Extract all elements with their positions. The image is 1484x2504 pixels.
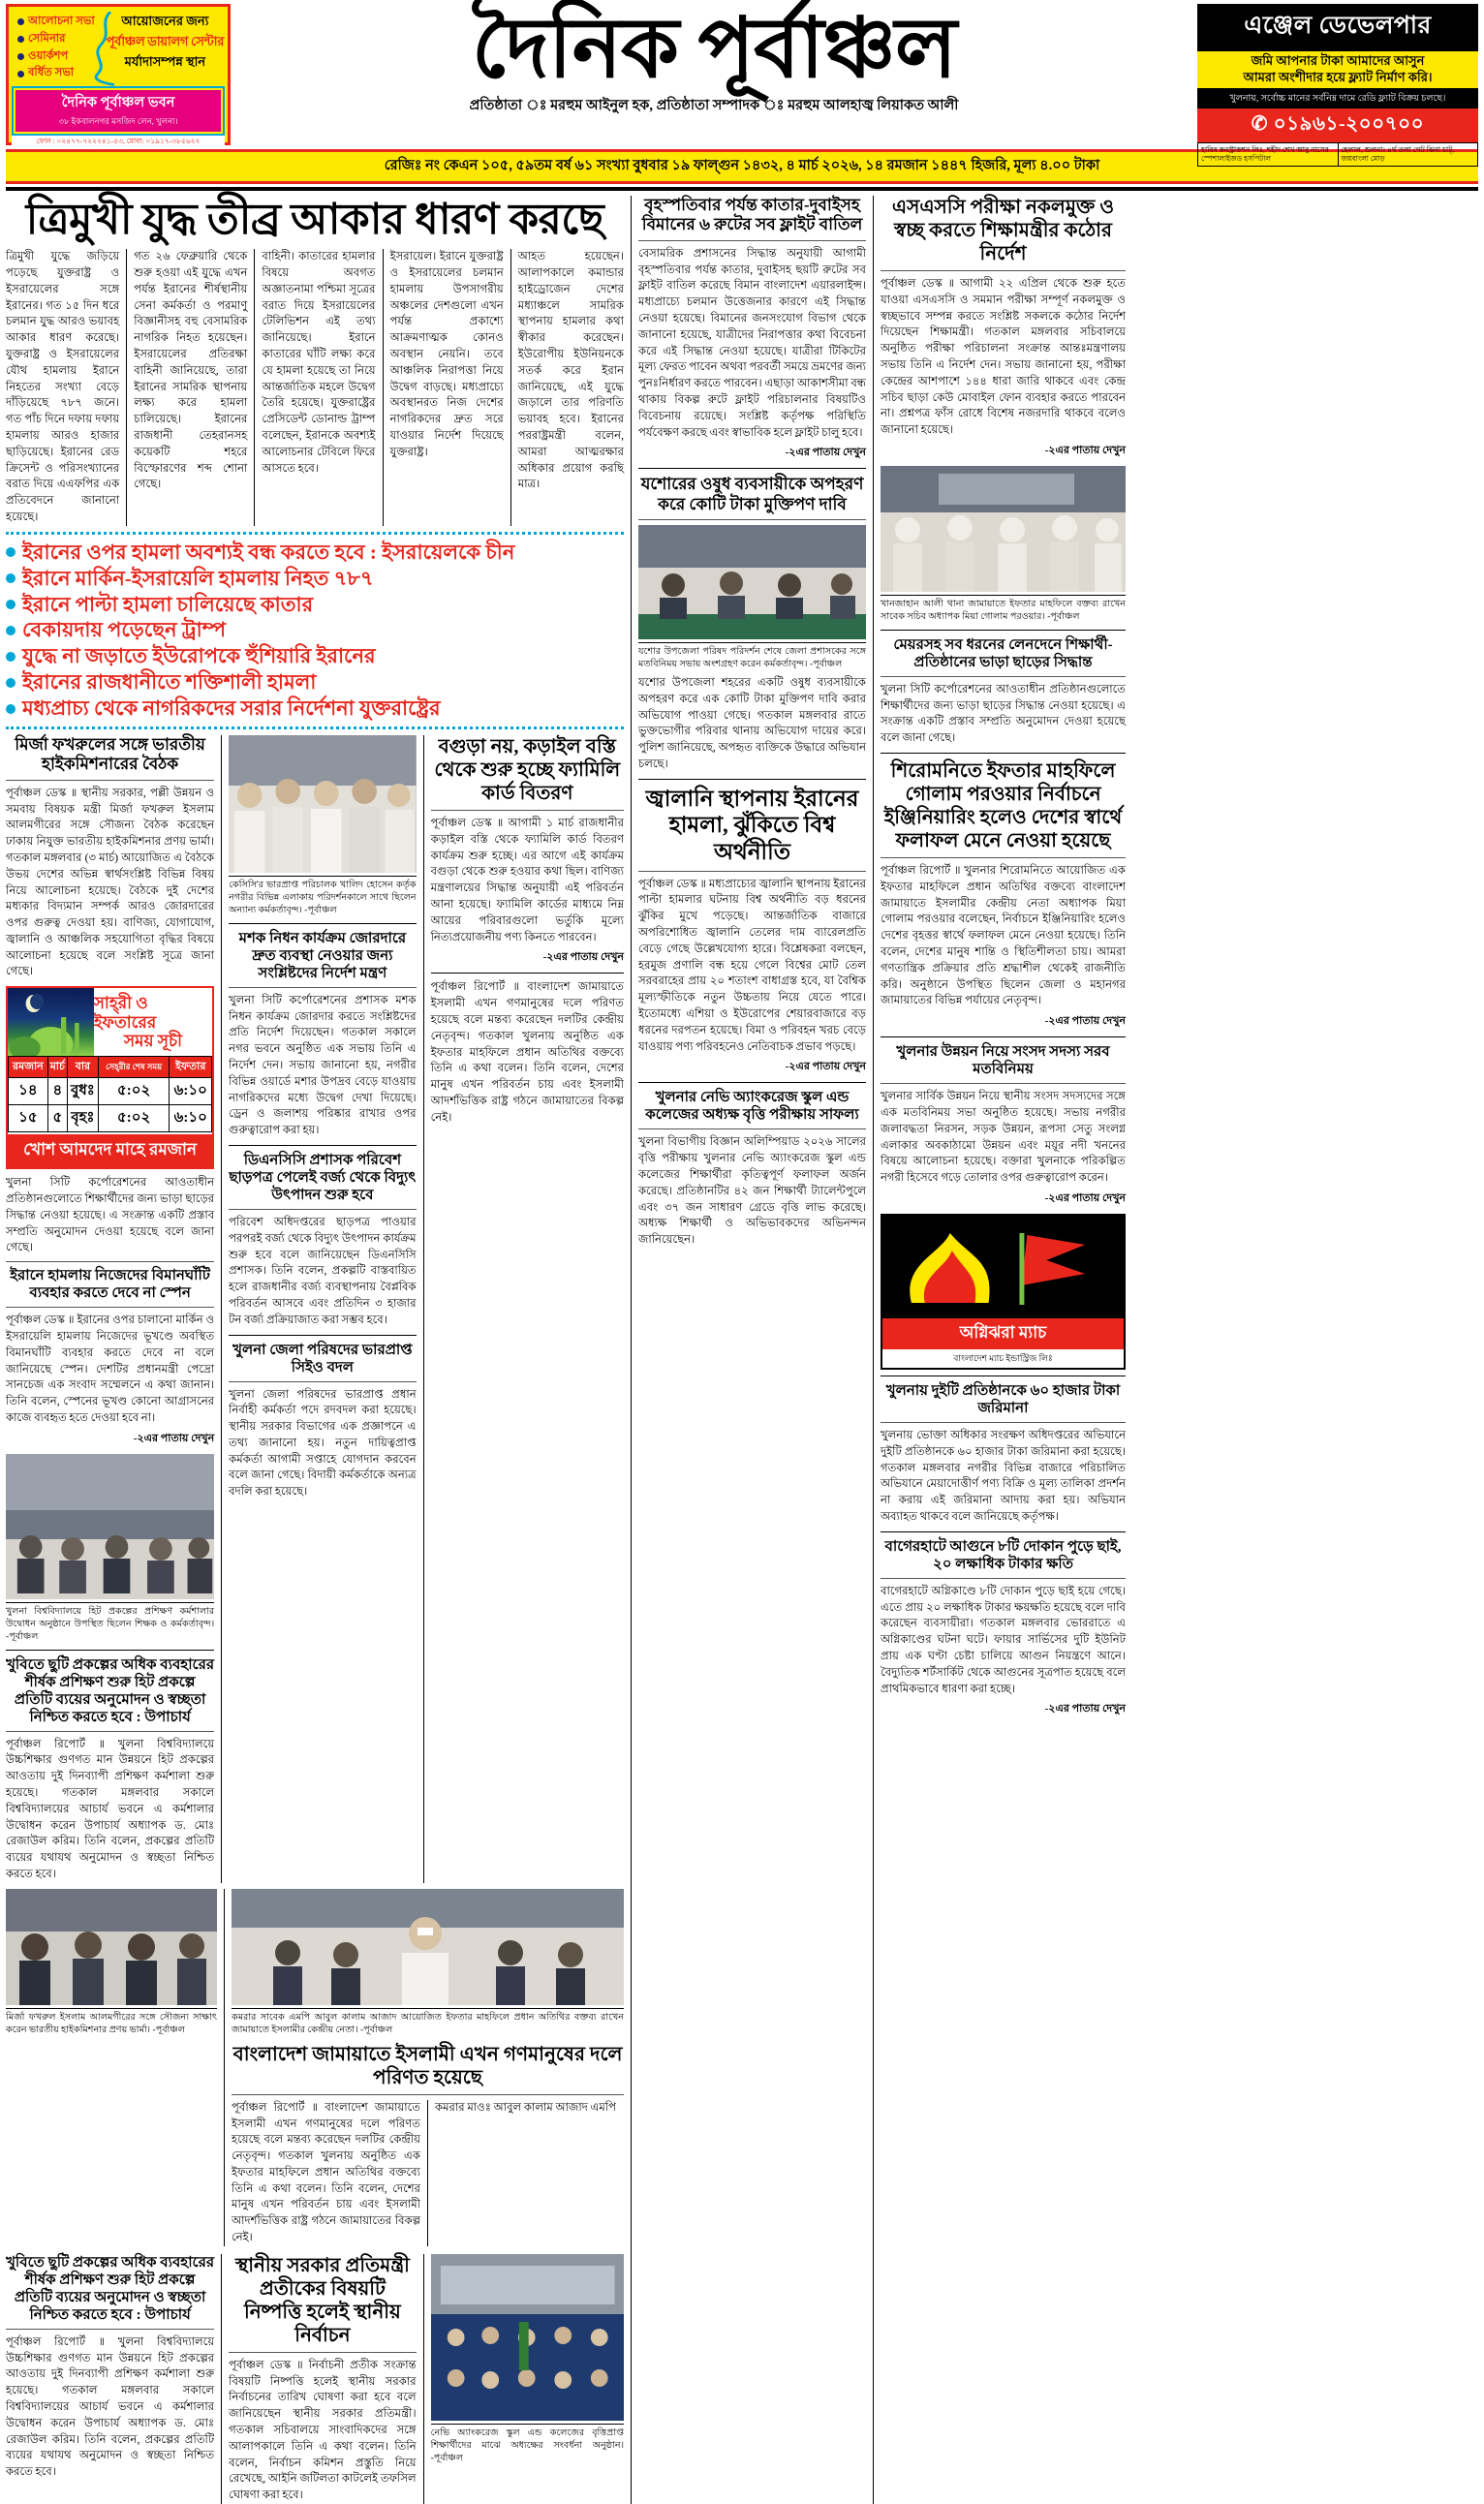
column-divider [423, 2254, 424, 2504]
iftar-body: পূর্বাঞ্চল রিপোর্ট ॥ খুলনার শিরোমনিতে আয়োজিত এক ইফতার মাহফিলে প্রধান অতিথির বক্তব্যে বাংলাদেশ জামায়াতে ইসলামীর কেন্দ্রীয় নেতা অধ্যাপক মিয়া গোলাম পরওয়ার বলেছেন, নির্বাচনে ইঞ্জিনিয়ারিং হলেও দেশের বৃহত্তর স্বার্থে ফলাফল মেনে নেওয়া হয়েছে। তিনি বলেন, দেশের মানুষ শান্তি ও স্থিতিশীলতা চায়। আমরা গণতান্ত্রিক প্রক্রিয়ার প্রতি শ্রদ্ধাশীল থেকেই রাজনীতি করি। অনুষ্ঠানে উপস্থিত ছিলেন জেলা ও মহানগর জামায়াতের বিভিন্ন পর্যায়ের নেতৃবৃন্দ। [881, 864, 1126, 1007]
cell: ৪ [47, 1078, 67, 1105]
continued-note: -২এর পাতায় দেখুন [1044, 1015, 1126, 1028]
mirza-headline: মির্জা ফখরুলের সঙ্গে ভারতীয় হাইকমিশনারের বৈঠক [15, 734, 205, 774]
phone-icon: ✆ [1251, 112, 1269, 135]
bagerhat-headline: বাগেরহাটে আগুনে ৮টি দোকান পুড়ে ছাই, ২০ লক্ষাধিক টাকার ক্ষতি [884, 1538, 1122, 1572]
kz-parishad-headline: খুলনা জেলা পরিষদের ভারপ্রাপ্ত সিইও বদল [232, 1342, 413, 1376]
bullet-dot-icon [17, 18, 24, 25]
ad-right-footer [1197, 142, 1478, 167]
jamaat-headline: বাংলাদেশ জামায়াতে ইসলামী এখন গণমানুষের দলে পরিণত হয়েছে [232, 2043, 623, 2088]
bullet-dot-icon [6, 652, 15, 662]
masthead-subtitle: প্রতিষ্ঠাতা ঃ মরহুম আইনুল হক, প্রতিষ্ঠাতা সম্পাদক ঃ মরহুম আলহাজ্ব লিয়াকত আলী [469, 98, 959, 114]
lead-bullet-label: ইরানের রাজধানীতে শক্তিশালী হামলা [22, 670, 317, 695]
lead-bullet-5 [6, 669, 624, 696]
photo-caption: কেসিসি'র ভারপ্রাপ্ত পরিচালক খালিদ হোসেন কর্তৃক নগরীর বিভিন্ন এলাকায় পরিদর্শনকালে সাথে ছিলেন অন্যান্য কর্মকর্তাবৃন্দ। -পূর্বাঞ্চল [229, 876, 416, 917]
masthead-rule [6, 187, 1478, 191]
photo-meeting-hall [6, 1454, 214, 1599]
kn-academy-headline: খুলনার নেভি অ্যাংকরেজ স্কুল এন্ড কলেজের অধ্যক্ষ বৃত্তি পরীক্ষায় সাফল্য [645, 1090, 859, 1124]
rule [881, 1083, 1126, 1084]
column-a [6, 735, 214, 1883]
table-row [9, 1105, 212, 1132]
lead-region [6, 196, 624, 2504]
continued-note: -২এর পাতায় দেখুন [542, 951, 624, 964]
ad-bullet-0 [17, 14, 104, 31]
photo-caption: নেভি অ্যাংকরেজ স্কুল এন্ড কলেজের বৃত্তিপ্রাপ্ত শিক্ষার্থীদের মাঝে অধ্যক্ষের সংবর্ধনা অনুষ্ঠান। -পূর্বাঞ্চল [431, 2424, 624, 2465]
rule [881, 857, 1126, 858]
mosquito-headline: মশক নিধন কার্যক্রম জোরদারে দ্রুত ব্যবস্থা নেওয়ার জন্য সংশ্লিষ্টদের নির্দেশ মন্ত্রণ [238, 930, 407, 981]
lead-bullet-list [6, 532, 624, 729]
prayer-times-table [8, 1056, 212, 1132]
rule [881, 676, 1126, 677]
rule [638, 779, 866, 780]
bullet-dot-icon [6, 573, 15, 583]
photo-caption: মির্জা ফখরুল ইসলাম আলমগীরের সঙ্গে সৌজন্য সাক্ষাৎ করেন ভারতীয় হাইকমিশনার প্রণয় ভার্মা। -পূর্বাঞ্চল [6, 2008, 217, 2037]
prayer-col-day: বার [67, 1057, 98, 1078]
mosque-illustration [8, 988, 94, 1056]
photo-school-group [431, 2254, 624, 2421]
qatar-headline: বৃহস্পতিবার পর্যন্ত কাতার-দুবাইসহ বিমানের ৬ রুটের সব ফ্লাইট বাতিল [641, 196, 863, 234]
continued-note: -২এর পাতায় দেখুন [133, 1432, 215, 1444]
ad-right-tag2: আমরা অংশীদার হয়ে ফ্ল্যাট নির্মাণ করি। [1243, 69, 1433, 84]
column-divider [423, 735, 424, 1883]
column-c [431, 735, 624, 1883]
column-divider [510, 249, 511, 526]
cell: ৫:০২ [98, 1078, 169, 1105]
match-ad-art [882, 1216, 1124, 1316]
rule [881, 270, 1126, 271]
cell: ৫ [47, 1105, 67, 1132]
rule [881, 753, 1126, 754]
energy-body: পূর্বাঞ্চল ডেস্ক ॥ মধ্যপ্রাচ্যের জ্বালানি স্থাপনায় ইরানের পাল্টা হামলার ঘটনায় বিশ্ব অর্থনীতি বড় ধরনের ঝুঁকির মুখে পড়েছে। আন্তর্জাতিক বাজারে অপরিশোধিত জ্বালানি তেলের দাম ব্যারেলপ্রতি বেড়ে গেছে উল্লেখযোগ্য হারে। বিশ্লেষকরা বলছেন, হরমুজ প্রণালি বন্ধ হয়ে গেলে বিশ্বের মোট তেল সরবরাহের প্রায় ২০ শতাংশ বাধাগ্রস্ত হবে, যা বৈশ্বিক মূল্যস্ফীতিকে নতুন উচ্চতায় নিয়ে যেতে পারে। ইতোমধ্যে এশিয়া ও ইউরোপের শেয়ারবাজারে বড় ধরনের দরপতন হয়েছে। বিমা ও পরিবহন খরচ বেড়ে যাওয়ায় পণ্য পরিবহনেও নেতিবাচক প্রভাব পড়ছে। [638, 877, 866, 1053]
lead-bullet-2 [6, 592, 624, 618]
ad-left-address: ৩৮ ইকবালনগর মসজিদ লেন, খুলনা। [15, 115, 221, 130]
bullet-dot-icon [6, 600, 15, 609]
cell: বৃহঃ [67, 1105, 98, 1132]
lead-col-5: আহত হয়েছেন। আলাপকালে কমান্ডার হাইড্রোজেন দেশের মধ্যাঞ্চলে সামরিক স্থাপনায় হামলার কথা স্বীকার করেছেন। ইউরোপীয় ইউনিয়নকে সতর্ক করে ইরান জানিয়েছে, এই যুদ্ধে জড়ালে তার পরিণতি ভয়াবহ হবে। ইরানের পররাষ্ট্রমন্ত্রী বলেন, আমরা আত্মরক্ষার অধিকার প্রয়োগ করছি মাত্র। [517, 250, 624, 491]
rule [229, 1209, 416, 1210]
lead-col-2: গত ২৬ ফেব্রুয়ারি থেকে শুরু হওয়া এই যুদ্ধে এখন পর্যন্ত ইরানের শীর্ষস্থানীয় সেনা কর্মকর্তা ও পরমাণু বিজ্ঞানীসহ বহু বেসামরিক নাগরিক নিহত হয়েছেন। ইসরায়েলের প্রতিরক্ষা বাহিনী জানিয়েছে, তারা ইরানের সামরিক স্থাপনায় লক্ষ্য করে হামলা চালিয়েছে। ইরানের রাজধানী তেহরানসহ কয়েকটি শহরে বিস্ফোরণের শব্দ শোনা গেছে। [134, 250, 248, 491]
rule [638, 1082, 866, 1083]
table-row [9, 1078, 212, 1105]
dateline-text: রেজিঃ নং কেএন ১০৫, ৫৯তম বর্ষ ৬১ সংখ্যা বুধবার ১৯ ফাল্গুন ১৪৩২, ৪ মার্চ ২০২৬, ১৪ রমজান ১৪৪৭ হিজরি, মূল্য ৪.০০ টাকা [6, 149, 1478, 184]
rule [6, 2329, 214, 2330]
rule [229, 1335, 416, 1336]
rule [6, 1731, 214, 1732]
ad-right-phone-row[interactable] [1197, 108, 1478, 142]
khubi-body-bottom: পূর্বাঞ্চল রিপোর্ট ॥ খুলনা বিশ্ববিদ্যালয়ে উচ্চশিক্ষার গুণগত মান উন্নয়নে হিট প্রকল্পের আওতায় দুই দিনব্যাপী প্রশিক্ষণ কর্মশালা শুরু হয়েছে। গতকাল মঙ্গলবার সকালে বিশ্ববিদ্যালয়ের আচার্য ভবনে এ কর্মশালার উদ্বোধন করেন উপাচার্য অধ্যাপক ড. মোঃ রেজাউল করিম। তিনি বলেন, প্রকল্পের প্রতিটি ব্যয়ের যথাযথ অনুমোদন ও স্বচ্ছতা নিশ্চিত করতে হবে। [6, 2334, 215, 2479]
ssc-headline: এসএসসি পরীক্ষা নকলমুক্ত ও স্বচ্ছ করতে শিক্ষামন্ত্রীর কঠোর নির্দেশ [891, 197, 1115, 264]
bogura-headline: বগুড়া নয়, কড়াইল বস্তি থেকে শুরু হচ্ছে ফ্যামিলি কার্ড বিতরণ [434, 735, 621, 804]
ad-bullet-2 [17, 48, 104, 66]
lead-bullet-0 [6, 540, 624, 566]
photo-caption: কমরার সাবেক এমপি আবুল কালাম আজাদ আয়োজিত ইফতার মাহফিলে প্রধান অতিথির বক্তব্য রাখেন জামায়াতে ইসলামীর কেন্দ্রীয় নেতা। -পূর্বাঞ্চল [232, 2008, 624, 2037]
ad-left-building-band [12, 86, 225, 136]
rule [881, 1578, 1126, 1579]
khulna-two-body: খুলনায় ভোক্তা অধিকার সংরক্ষণ অধিদপ্তরের অভিযানে দুইটি প্রতিষ্ঠানকে ৬০ হাজার টাকা জরিমানা করা হয়েছে। গতকাল মঙ্গলবার নগরীর বিভিন্ন বাজারে পরিচালিত অভিযানে মেয়াদোত্তীর্ণ পণ্য বিক্রি ও মূল্য তালিকা প্রদর্শন না করায় এই জরিমানা আদায় করা হয়। অভিযান অব্যাহত থাকবে বলে জানিয়েছে কর্তৃপক্ষ। [881, 1428, 1126, 1523]
photo-caption: খানজাহান আলী থানা জামায়াতে ইফতার মাহফিলে বক্তব্য রাখেন সাবেক সচিব অধ্যাপক মিয়া গোলাম পরওয়ার। -পূর্বাঞ্চল [881, 595, 1126, 624]
lead-col-1: ত্রিমুখী যুদ্ধে জড়িয়ে পড়েছে যুক্তরাষ্ট্র ও ইসরায়েলের সঙ্গে ইরানের। গত ১৫ দিন ধরে চলমান যুদ্ধ আরও ভয়াবহ আকার ধারণ করেছে। যুক্তরাষ্ট্র ও ইসরায়েলের যৌথ হামলায় ইরানে নিহতের সংখ্যা বেড়ে দাঁড়িয়েছে ৭৮৭ জনে। গত পাঁচ দিনে দফায় দফায় হামলায় আরও হাজার ছাড়িয়েছে। ইরানের রেড ক্রিসেন্ট ও পরিসংখ্যানের বরাত দিয়ে এএফপির এক প্রতিবেদনে জানানো হয়েছে। [6, 250, 120, 524]
lead-bullet-6 [6, 696, 624, 722]
kcc-waste-body: পরিবেশ অধিদপ্তরের ছাড়পত্র পাওয়ার পরপরই বর্জ্য থেকে বিদ্যুৎ উৎপাদন কার্যক্রম শুরু হবে বলে জানিয়েছেন ডিএনসিসি প্রশাসক। তিনি বলেন, প্রকল্পটি বাস্তবায়িত হলে রাজধানীর বর্জ্য ব্যবস্থাপনায় বৈপ্লবিক পরিবর্তন আসবে এবং প্রতিদিন ৩ হাজার টন বর্জ্য প্রক্রিয়াজাত করা সম্ভব হবে। [229, 1215, 417, 1326]
lead-col-3: বাহিনী। কাতারের হামলার বিষয়ে অবগত অজ্ঞাতনামা পশ্চিমা সূত্রের বরাত দিয়ে ইসরায়েলের টেলিভিশন এই তথ্য জানিয়েছে। ইরানে কাতারের ঘাঁটি লক্ষ্য করে যে হামলা হয়েছে তা নিয়ে আন্তর্জাতিক মহলে উদ্বেগ তৈরি হয়েছে। যুক্তরাষ্ট্রের প্রেসিডেন্ট ডোনাল্ড ট্রাম্প বলেছেন, ইরানকে অবশ্যই আলোচনার টেবিলে ফিরে আসতে হবে। [262, 250, 376, 475]
ad-right-foot-right: হেলাল, শুলনা। ৪র্থ তলা গেট ঝিনা চাট্, জয়বাংলা মোড় [1341, 144, 1455, 164]
lead-bullet-label: যুদ্ধে না জড়াতে ইউরোপকে হুঁশিয়ারি ইরানের [22, 644, 376, 668]
ad-bullet-label: ওয়ার্কশপ [28, 49, 69, 62]
rule [229, 1381, 416, 1382]
ad-bullet-1 [17, 31, 104, 48]
iftar-headline: শিরোমনিতে ইফতার মাহফিলে গোলাম পরওয়ার নির্বাচনে ইঞ্জিনিয়ারিং হলেও দেশের স্বার্থে ফলাফল মেনে নেওয়া হয়েছে [883, 760, 1123, 852]
column-divider [873, 196, 874, 2504]
khubi-headline-bottom: খুবিতে ছুটি প্রকল্পের অধিক ব্যবহারের শীর্ষক প্রশিক্ষণ শুরু হিট প্রকল্পে প্রতিটি ব্যয়ের অনুমোদন ও স্বচ্ছতা নিশ্চিত করতে হবে : উপাচার্য [6, 2254, 215, 2323]
bullet-dot-icon [17, 71, 24, 77]
table-header-row [9, 1057, 212, 1078]
match-ad-label: অগ্নিঝরা ম্যাচ [882, 1316, 1124, 1349]
photo-caption: খুলনা বিশ্ববিদ্যালয়ে হিট প্রকল্পের প্রশিক্ষণ কর্মশালার উদ্বোধন অনুষ্ঠানে উপস্থিত ছিলেন শিক্ষক ও কর্মকর্তাবৃন্দ। -পূর্বাঞ্চল [6, 1602, 214, 1644]
cell: ১৪ [9, 1078, 48, 1105]
column-divider [126, 249, 127, 526]
ad-dialogue-center[interactable] [6, 4, 231, 145]
ad-bullet-label: বর্ধিত সভা [28, 67, 75, 79]
lead-bullet-label: ইরানে পাল্টা হামলা চালিয়েছে কাতার [22, 592, 314, 616]
parliament-body: খুলনার সার্বিক উন্নয়ন নিয়ে স্থানীয় সংসদ সদস্যদের সঙ্গে এক মতবিনিময় সভা অনুষ্ঠিত হয়েছে। সভায় নগরীর জলাবদ্ধতা নিরসন, সড়ক উন্নয়ন, রূপসা সেতু সংলগ্ন এলাকার অবকাঠামো উন্নয়ন এবং ময়ূর নদী খননের বিষয়ে আলোচনা হয়েছে। বক্তারা খুলনাকে পরিকল্পিত নগরী হিসেবে গড়ে তোলার ওপর গুরুত্বারোপ করেন। [881, 1090, 1126, 1185]
rule [232, 2094, 624, 2095]
photo-caption: যশোর উপজেলা পরিষদ পরিদর্শন শেষে জেলা প্রশাসকের সঙ্গে মতবিনিময় সভায় অংশগ্রহণ করেন কর্মকর্তাবৃন্দ। -পূর্বাঞ্চল [638, 642, 866, 671]
bullet-dot-icon [6, 704, 15, 714]
column-5 [638, 196, 866, 2504]
photo-speaker-podium [232, 1889, 624, 2005]
rule [229, 987, 416, 988]
continued-note: -২এর পাতায় দেখুন [785, 447, 866, 459]
photo-audience [6, 1889, 217, 2005]
match-ad-footer: বাংলাদেশ ম্যাচ ইন্ডাস্ট্রিজ লিঃ [953, 1352, 1053, 1363]
column-b [229, 735, 416, 1883]
qatar-body: বেসামরিক প্রশাসনের সিদ্ধান্ত অনুযায়ী আগামী বৃহস্পতিবার পর্যন্ত কাতার, দুবাইসহ ছয়টি রুটের সব ফ্লাইট বাতিল করেছে বিমান বাংলাদেশ এয়ারলাইন্স। মধ্যপ্রাচ্যে চলমান উত্তেজনার কারণে এই সিদ্ধান্ত নেওয়া হয়েছে। বিমানের জনসংযোগ বিভাগ থেকে জানানো হয়েছে, যাত্রীদের নিরাপত্তার কথা বিবেচনা করে এই সিদ্ধান্ত নেওয়া হয়েছে। যাত্রীরা টিকিটের মূল্য ফেরত পাবেন অথবা পরবর্তী সময়ে ভ্রমণের জন্য পুনঃনির্ধারণ করতে পারবেন। এছাড়া আকাশসীমা বন্ধ থাকায় বিকল্প রুটে ফ্লাইট পরিচালনার বিষয়টিও বিবেচনায় রয়েছে। সংশ্লিষ্ট কর্তৃপক্ষ পরিস্থিতি পর্যবেক্ষণ করছে এবং স্বাভাবিক হলে ফ্লাইট চালু হবে। [638, 246, 866, 439]
cell: বুধঃ [67, 1078, 98, 1105]
lead-bullet-3 [6, 617, 624, 643]
ssc-body: পূর্বাঞ্চল ডেস্ক ॥ আগামী ২২ এপ্রিল থেকে শুরু হতে যাওয়া এসএসসি ও সমমান পরীক্ষা সম্পূর্ণ নকলমুক্ত ও স্বচ্ছভাবে সম্পন্ন করতে সংশ্লিষ্ট সকলকে কঠোর নির্দেশ দিয়েছেন শিক্ষামন্ত্রী। গতকাল মঙ্গলবার সচিবালয়ে অনুষ্ঠিত পরীক্ষা পরিচালনা সংক্রান্ত আন্তঃমন্ত্রণালয় সভায় তিনি এ নির্দেশ দেন। সভায় জানানো হয়, পরীক্ষা কেন্দ্রের আশপাশে ১৪৪ ধারা জারি থাকবে এবং কেন্দ্র সচিব ছাড়া কেউ মোবাইল ফোন ব্যবহার করতে পারবেন না। প্রশ্নপত্র ফাঁস রোধে বিশেষ নজরদারি থাকবে বলেও জানানো হয়েছে। [881, 277, 1126, 437]
ad-bullet-label: সেমিনার [28, 32, 66, 45]
ad-left-line2: পূর্বাঞ্চল ডায়ালগ সেন্টার [106, 34, 225, 48]
jamaat-body-top: পূর্বাঞ্চল রিপোর্ট ॥ বাংলাদেশ জামায়াতে ইসলামী এখন গণমানুষের দলে পরিণত হয়েছে বলে মন্তব্য করেছেন দলটির কেন্দ্রীয় নেতৃবৃন্দ। গতকাল খুলনায় অনুষ্ঠিত এক ইফতার মাহফিলে প্রধান অতিথির বক্তব্যে তিনি এ কথা বলেন। তিনি বলেন, দেশের মানুষ এখন পরিবর্তন চায় এবং ইসলামী আদর্শভিত্তিক রাষ্ট্র গঠনে জামায়াতের বিকল্প নেই। [430, 980, 624, 1124]
ramadan-greeting-banner: খোশ আমদেদ মাহে রমজান [8, 1134, 212, 1167]
prayer-col-sehri: সেহ্‌রীর শেষ সময় [98, 1057, 169, 1078]
prayer-col-march: মার্চ [47, 1057, 67, 1078]
column-divider [221, 735, 222, 1883]
ad-right-foot-left: হাবিব কনস্ট্রাকশন লিঃ, শহীদ শেখ আবু নাসের স্পেশালাইজড হসপিটাল [1198, 143, 1339, 166]
ad-left-text [106, 10, 225, 84]
khulna-two-headline: খুলনায় দুইটি প্রতিষ্ঠানকে ৬০ হাজার টাকা জরিমানা [885, 1382, 1121, 1416]
rule [881, 1422, 1126, 1423]
ad-bullet-label: আলোচনা সভা [28, 15, 95, 27]
column-divider [221, 2254, 222, 2504]
column-divider [427, 2100, 428, 2246]
bullet-dot-icon [17, 36, 24, 43]
rule [229, 2352, 416, 2353]
khulna-heat-headline: খুবিতে ছুটি প্রকল্পের অধিক ব্যবহারের শীর্ষক প্রশিক্ষণ শুরু হিট প্রকল্পে প্রতিটি ব্যয়ের অনুমোদন ও স্বচ্ছতা নিশ্চিত করতে হবে : উপাচার্য [6, 1656, 215, 1725]
rule [6, 1261, 214, 1262]
lead-col-4: ইসরায়েল। ইরানে যুক্তরাষ্ট্র ও ইসরায়েলের চলমান হামলায় উপসাগরীয় অঞ্চলের দেশগুলো এখন পর্যন্ত প্রকাশ্যে আক্রমণাত্মক কোনও অবস্থান নেয়নি। তবে আঞ্চলিক নিরাপত্তা নিয়ে উদ্বেগ বাড়ছে। মধ্যপ্রাচ্যে অবস্থানরত নিজ দেশের নাগরিকদের দ্রুত সরে যাওয়ার নির্দেশ দিয়েছে যুক্তরাষ্ট্র। [389, 250, 504, 458]
kz-parishad-body: খুলনা জেলা পরিষদের ভারপ্রাপ্ত প্রধান নির্বাহী কর্মকর্তা পদে রদবদল করা হয়েছে। স্থানীয় সরকার বিভাগের এক প্রজ্ঞাপনে এ তথ্য জানানো হয়। নতুন দায়িত্বপ্রাপ্ত কর্মকর্তা আগামী সপ্তাহে যোগদান করবেন বলে জানা গেছে। বিদায়ী কর্মকর্তাকে অন্যত্র বদলি করা হয়েছে। [229, 1387, 417, 1499]
cell: ১৫ [9, 1105, 48, 1132]
ad-agnijhora-match[interactable] [881, 1214, 1126, 1370]
ad-bullet-3 [17, 65, 104, 82]
lead-bullet-4 [6, 643, 624, 669]
bogura-body: পূর্বাঞ্চল ডেস্ক ॥ আগামী ১ মার্চ রাজধানীর কড়াইল বস্তি থেকে ফ্যামিলি কার্ড বিতরণ কার্যক্রম শুরু হচ্ছে। এর আগে এই কার্যক্রম বগুড়া থেকে শুরু হওয়ার কথা ছিল। বাণিজ্য মন্ত্রণালয়ের সিদ্ধান্ত অনুযায়ী এই পরিবর্তন আনা হয়েছে। ফ্যামিলি কার্ডের মাধ্যমে নিম্ন আয়ের পরিবারগুলো ভর্তুকি মূল্যে নিত্যপ্রয়োজনীয় পণ্য কিনতে পারবেন। [430, 816, 624, 943]
jamaat-region [6, 1889, 624, 2246]
lead-bullet-1 [6, 566, 624, 592]
prayer-title [94, 988, 212, 1056]
column-a2 [6, 1889, 217, 2246]
rule [638, 871, 866, 872]
rule [6, 1650, 214, 1651]
prayer-title-line1: সাহ্‌রী ও ইফতারের [93, 993, 157, 1032]
nameplate [231, 4, 1197, 145]
mosquito-body: খুলনা সিটি কর্পোরেশনের প্রশাসক মশক নিধন কার্যক্রম জোরদার করতে সংশ্লিষ্টদের প্রতি নির্দেশ দিয়েছেন। গতকাল সকালে নগর ভবনে অনুষ্ঠিত এক সভায় তিনি এ নির্দেশ দেন। সভায় জানানো হয়, নগরীর বিভিন্ন ওয়ার্ডে মশার উপদ্রব বেড়ে যাওয়ায় নাগরিকদের মধ্যে উদ্বেগ দেখা দিয়েছে। ড্রেন ও জলাশয় পরিষ্কার রাখার ওপর গুরুত্বারোপ করা হয়। [229, 993, 417, 1137]
kcc-waste-headline: ডিএনসিসি প্রশাসক পরিবেশ ছাড়পত্র পেলেই বর্জ্য থেকে বিদ্যুৎ উৎপাদন শুরু হবে [229, 1152, 417, 1203]
column-b3 [229, 2254, 416, 2504]
cell: ৬:১০ [170, 1105, 212, 1132]
continued-note: -২এর পাতায় দেখুন [1044, 444, 1126, 456]
ribbon-squiggle-icon [93, 12, 114, 86]
bullet-dot-icon [6, 547, 15, 557]
qamrul-caption: কমরার মাওঃ আবুল কালাম আজাদ এমপি [435, 2100, 616, 2114]
continued-note: -২এর পাতায় দেখুন [1044, 1191, 1126, 1204]
jamaat-body-1: পূর্বাঞ্চল রিপোর্ট ॥ বাংলাদেশ জামায়াতে ইসলামী এখন গণমানুষের দলে পরিণত হয়েছে বলে মন্তব্য করেছেন দলটির কেন্দ্রীয় নেতৃবৃন্দ। গতকাল খুলনায় অনুষ্ঠিত এক ইফতার মাহফিলে প্রধান অতিথির বক্তব্যে তিনি এ কথা বলেন। তিনি বলেন, দেশের মানুষ এখন পরিবর্তন চায় এবং ইসলামী আদর্শভিত্তিক রাষ্ট্র গঠনে জামায়াতের বিকল্প নেই। [232, 2100, 420, 2244]
local-govt-headline: স্থানীয় সরকার প্রতিমন্ত্রী প্রতীকের বিষয়টি নিষ্পত্তি হলেই স্থানীয় নির্বাচন [234, 2254, 410, 2346]
page-body [6, 196, 1478, 2504]
continued-note: -২এর পাতায় দেখুন [785, 1061, 866, 1073]
prayer-col-iftar: ইফতার [170, 1057, 212, 1078]
lead-lower-columns [6, 735, 624, 1883]
bottom-left-region [6, 2254, 624, 2504]
continued-note: -২এর পাতায় দেখুন [1044, 1703, 1126, 1716]
ad-right-taglines [1197, 49, 1478, 90]
ad-left-line1: আয়োজনের জন্য [121, 14, 209, 28]
column-a3 [6, 2254, 214, 2504]
kcc-lease-body: খুলনা সিটি কর্পোরেশনের আওতাধীন প্রতিষ্ঠানগুলোতে শিক্ষার্থীদের জন্য ভাড়া ছাড়ের সিদ্ধান্ত নেওয়া হয়েছে। এ সংক্রান্ত একটি প্রস্তাব সম্প্রতি অনুমোদন দেওয়া হয়েছে বলে জানা গেছে। [6, 1176, 215, 1254]
lead-headline: ত্রিমুখী যুদ্ধ তীব্র আকার ধারণ করছে [25, 196, 604, 243]
ad-left-phone: ফোন : ০২৪৭৭-৭২২২৪১-৫৩, মোবা: ০১৯১৭-৩৮৫৬২২ [12, 136, 225, 149]
kcc-lease-headline: মেয়রসহ সব ধরনের লেনদেনে শিক্ষার্থী-প্রতিষ্ঠানের ভাড়া ছাড়ের সিদ্ধান্ত [893, 636, 1113, 670]
prayer-times-box [6, 986, 214, 1169]
rule [431, 973, 624, 974]
lead-bullet-label: মধ্যপ্রাচ্য থেকে নাগরিকদের সরার নির্দেশনা যুক্তরাষ্ট্রের [22, 696, 441, 721]
rule [638, 519, 866, 520]
cell: ৬:১০ [170, 1078, 212, 1105]
rule [638, 468, 866, 469]
ad-right-phone: ০১৯৬১-২০০৭০০ [1273, 112, 1425, 135]
khulna-heat-body: পূর্বাঞ্চল রিপোর্ট ॥ খুলনা বিশ্ববিদ্যালয়ে উচ্চশিক্ষার গুণগত মান উন্নয়নে হিট প্রকল্পের আওতায় দুই দিনব্যাপী প্রশিক্ষণ কর্মশালা শুরু হয়েছে। গতকাল মঙ্গলবার সকালে বিশ্ববিদ্যালয়ের আচার্য ভবনে এ কর্মশালার উদ্বোধন করেন উপাচার্য অধ্যাপক ড. মোঃ রেজাউল করিম। তিনি বলেন, প্রকল্পের প্রতিটি ব্যয়ের যথাযথ অনুমোদন ও স্বচ্ছতা নিশ্চিত করতে হবে। [6, 1737, 215, 1881]
medicine-body: যশোর উপজেলা শহরের একটি ওষুধ ব্যবসায়ীকে অপহরণ করে এক কোটি টাকা মুক্তিপণ দাবি করার অভিযোগ পাওয়া গেছে। গতকাল মঙ্গলবার রাতে ভুক্তভোগীর পরিবার থানায় অভিযোগ দায়ের করে। পুলিশ জানিয়েছে, অপহৃত ব্যক্তিকে উদ্ধারে অভিযান চলছে। [638, 676, 866, 770]
bagerhat-body: বাগেরহাটে অগ্নিকাণ্ডে ৮টি দোকান পুড়ে ছাই হয়ে গেছে। এতে প্রায় ২০ লক্ষাধিক টাকার ক্ষয়ক্ষতি হয়েছে বলে দাবি করেছেন ব্যবসায়ীরা। গতকাল মঙ্গলবার ভোররাতে এ অগ্নিকাণ্ডের ঘটনা ঘটে। ফায়ার সার্ভিসের দুটি ইউনিট প্রায় এক ঘণ্টা চেষ্টা চালিয়ে আগুন নিয়ন্ত্রণে আনে। বৈদ্যুতিক শর্টসার্কিট থেকে আগুনের সূত্রপাত হয়েছে বলে প্রাথমিকভাবে ধারণা করা হচ্ছে। [881, 1584, 1126, 1695]
parliament-headline: খুলনার উন্নয়ন নিয়ে সংসদ সদস্য সরব মতবিনিময় [896, 1044, 1110, 1078]
medicine-headline: যশোরের ওষুধ ব্যবসায়ীকে অপহরণ করে কোটি টাকা মুক্তিপণ দাবি [640, 475, 864, 513]
page-title: দৈনিক পূর্বাঞ্চল [472, 2, 956, 95]
lead-bullet-label: ইরানের ওপর হামলা অবশ্যই বন্ধ করতে হবে : ইসরায়েলকে চীন [22, 540, 515, 564]
lead-top-columns [6, 249, 624, 526]
photo-group-standing [229, 735, 416, 873]
prayer-col-ramadan: রমজান [9, 1057, 48, 1078]
rule [431, 810, 624, 811]
rule [6, 780, 214, 781]
column-bc2 [232, 1889, 624, 2246]
column-6 [881, 196, 1126, 2504]
rule [229, 923, 416, 924]
lead-bullet-label: ইরানে মার্কিন-ইসরায়েলি হামলায় নিহত ৭৮৭ [22, 566, 374, 590]
ad-angel-developer[interactable] [1197, 4, 1478, 164]
ad-right-note: খুলনায়, সর্বোচ্চ মানের সর্বনিম্ন দামে রেডি ফ্ল্যাট বিক্রয় চলছে। [1197, 90, 1478, 108]
ad-left-building-name: দৈনিক পূর্বাঞ্চল ভবন [61, 95, 175, 111]
column-divider [254, 249, 255, 526]
rule [881, 1531, 1126, 1532]
rule [638, 1128, 866, 1129]
kn-academy-body: খুলনা বিভাগীয় বিজ্ঞান অলিম্পিয়াড ২০২৬ সালের বৃত্তি পরীক্ষায় খুলনার নেভি অ্যাংকরেজ স্কুল এন্ড কলেজের শিক্ষার্থীরা কৃতিত্বপূর্ণ ফলাফল অর্জন করেছে। প্রতিষ্ঠানটির ৪২ জন শিক্ষার্থী ট্যালেন্টপুলে এবং ৩৭ জন সাধারণ গ্রেডে বৃত্তি লাভ করেছে। অধ্যক্ষ শিক্ষার্থী ও অভিভাবকদের অভিনন্দন জানিয়েছেন। [638, 1135, 866, 1247]
rule [638, 240, 866, 241]
rule [881, 630, 1126, 631]
prayer-title-line2: সময় সূচী [123, 1032, 183, 1051]
rule [881, 1036, 1126, 1037]
column-divider [631, 196, 632, 2504]
rule [6, 1307, 214, 1308]
iran-spain-body: পূর্বাঞ্চল ডেস্ক ॥ ইরানের ওপর চালানো মার্কিন ও ইসরায়েলি হামলায় নিজেদের ভূখণ্ডে অবস্থিত বিমানঘাঁটি ব্যবহার করতে দেবে না বলে জানিয়েছে স্পেন। দেশটির প্রধানমন্ত্রী পেদ্রো সানচেজ এক সংবাদ সম্মেলনে এ কথা জানান। তিনি বলেন, স্পেনের ভূখণ্ড কোনো আগ্রাসনের কাজে ব্যবহৃত হতে দেওয়া হবে না। [6, 1314, 215, 1425]
energy-headline: জ্বালানি স্থাপনায় ইরানের হামলা, ঝুঁকিতে বিশ্ব অর্থনীতি [645, 786, 859, 864]
jamaat-columns [232, 2100, 624, 2246]
column-divider [224, 1889, 225, 2246]
column-divider [383, 249, 384, 526]
bullet-dot-icon [17, 53, 24, 60]
bullet-dot-icon [6, 678, 15, 688]
mirza-body: পূর্বাঞ্চল ডেস্ক ॥ স্থানীয় সরকার, পল্লী উন্নয়ন ও সমবায় বিষয়ক মন্ত্রী মির্জা ফখরুল ইসলাম আলমগীরের সঙ্গে সৌজন্য বৈঠক করেছেন ঢাকায় নিযুক্ত ভারতীয় হাইকমিশনার প্রণয় ভার্মা। গতকাল মঙ্গলবার (৩ মার্চ) আয়োজিত এ বৈঠকে উভয় দেশের অভিন্ন স্বার্থসংশ্লিষ্ট বিভিন্ন বিষয় নিয়ে আলোচনা হয়েছে। বৈঠকে দুই দেশের মধ্যকার বিদ্যমান সম্পর্ক আরও জোরদারের ওপর গুরুত্ব দেওয়া হয়। বাণিজ্য, যোগাযোগ, জ্বালানি ও আঞ্চলিক সহযোগিতা বৃদ্ধির বিষয়ে আলোচনা হয়েছে বলে সংশ্লিষ্ট সূত্রে জানা গেছে। [6, 786, 215, 978]
kcc-lease-body-2: খুলনা সিটি কর্পোরেশনের আওতাধীন প্রতিষ্ঠানগুলোতে শিক্ষার্থীদের জন্য ভাড়া ছাড়ের সিদ্ধান্ত নেওয়া হয়েছে। এ সংক্রান্ত একটি প্রস্তাব সম্প্রতি অনুমোদন দেওয়া হয়েছে বলে জানা গেছে। [881, 682, 1126, 745]
cell: ৫:০২ [98, 1105, 169, 1132]
photo-iftar-gathering [881, 466, 1126, 592]
column-c3 [431, 2254, 624, 2504]
ad-left-bullet-list [12, 10, 106, 84]
local-govt-body: পূর্বাঞ্চল ডেস্ক ॥ নির্বাচনী প্রতীক সংক্রান্ত বিষয়টি নিষ্পত্তি হলেই স্থানীয় সরকার নির্বাচনের তারিখ ঘোষণা করা হবে বলে জানিয়েছেন স্থানীয় সরকার প্রতিমন্ত্রী। গতকাল সচিবালয়ে সাংবাদিকদের সঙ্গে আলাপকালে তিনি এ কথা বলেন। তিনি বলেন, নির্বাচন কমিশন প্রস্তুতি নিয়ে রেখেছে, আইনি জটিলতা কাটলেই তফসিল ঘোষণা করা হবে। [229, 2358, 417, 2502]
lead-bullet-label: বেকায়দায় পড়েছেন ট্রাম্প [22, 618, 227, 642]
ad-right-brand: এঞ্জেল ডেভেলপার [1197, 4, 1478, 49]
masthead [6, 0, 1478, 164]
ad-right-tag1: জমি আপনার টাকা আমাদের আসুন [1251, 53, 1425, 68]
photo-meeting-table [638, 525, 866, 639]
rule [229, 1145, 416, 1146]
iran-spain-headline: ইরানে হামলায় নিজেদের বিমানঘাঁটি ব্যবহার করতে দেবে না স্পেন [10, 1268, 210, 1302]
bullet-dot-icon [6, 626, 15, 635]
ad-left-line3: মর্যাদাসম্পন্ন স্থান [124, 54, 206, 69]
